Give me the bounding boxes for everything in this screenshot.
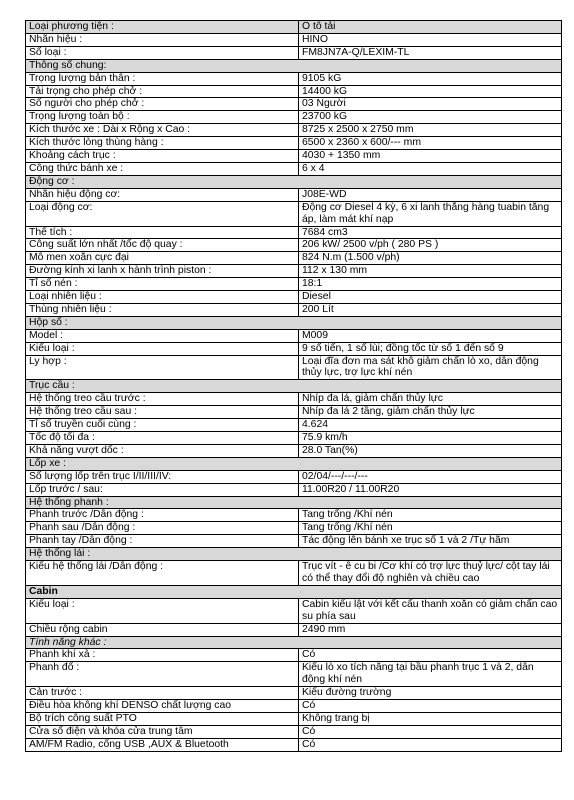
spec-label: Cản trước : [26,687,299,700]
spec-label: Công suất lớn nhất /tốc độ quay : [26,239,299,252]
spec-row [26,355,562,380]
spec-label: Trọng lượng bản thân : [26,72,299,85]
section-title: Động cơ : [26,175,562,188]
spec-label: Khoảng cách trục : [26,150,299,163]
spec-label: Loại nhiên liệu : [26,291,299,304]
spec-row [26,33,562,46]
spec-label: Tốc độ tối đa : [26,432,299,445]
spec-label: Bộ trích công suất PTO [26,712,299,725]
spec-row [26,393,562,406]
section-header [26,585,562,598]
spec-value: 6500 x 2360 x 600/--- mm [299,137,562,150]
spec-value: 206 kW/ 2500 v/ph ( 280 PS ) [299,239,562,252]
spec-value: Nhíp đa lá 2 tầng, giảm chấn thủy lực [299,406,562,419]
spec-row [26,252,562,265]
spec-label: Kiểu hệ thống lái /Dẫn động : [26,561,299,586]
spec-value: 824 N.m (1.500 v/ph) [299,252,562,265]
spec-label: Khả năng vượt dốc : [26,444,299,457]
spec-value: 7684 cm3 [299,226,562,239]
spec-label: Loại phương tiện : [26,21,299,34]
spec-label: Nhãn hiệu : [26,33,299,46]
section-title: Lốp xe : [26,457,562,470]
spec-row [26,483,562,496]
section-header [26,548,562,561]
spec-row [26,85,562,98]
section-title: Hộp số : [26,316,562,329]
spec-value: Có [299,738,562,751]
spec-value: Ô tô tải [299,21,562,34]
spec-value: Động cơ Diesel 4 kỳ, 6 xi lanh thẳng hàng tuabin tăng áp, làm mát khí nạp [299,201,562,226]
spec-value: 2490 mm [299,623,562,636]
spec-value: Tác động lên bánh xe trục số 1 và 2 /Tự hãm [299,535,562,548]
spec-row [26,239,562,252]
spec-value: Tang trống /Khí nén [299,522,562,535]
section-header [26,457,562,470]
spec-row [26,535,562,548]
spec-label: Số người cho phép chở : [26,98,299,111]
spec-value: Tang trống /Khí nén [299,509,562,522]
spec-row [26,124,562,137]
spec-label: Phanh đổ : [26,662,299,687]
spec-row [26,150,562,163]
spec-row [26,111,562,124]
spec-table-body [26,21,562,752]
spec-label: Mô men xoắn cực đại [26,252,299,265]
spec-label: Số loại : [26,46,299,59]
spec-label: Cửa số điện và khóa cửa trung tâm [26,725,299,738]
spec-row [26,662,562,687]
spec-row [26,162,562,175]
spec-row [26,329,562,342]
spec-label: Tỉ số truyền cuối cùng : [26,419,299,432]
spec-row [26,303,562,316]
spec-value: 8725 x 2500 x 2750 mm [299,124,562,137]
spec-label: Kích thước xe : Dài x Rộng x Cao : [26,124,299,137]
spec-row [26,649,562,662]
section-header [26,380,562,393]
spec-label: Kích thước lòng thùng hàng : [26,137,299,150]
spec-row [26,226,562,239]
spec-row [26,700,562,713]
spec-value: Có [299,725,562,738]
section-title: Trục cầu : [26,380,562,393]
spec-row [26,419,562,432]
spec-row [26,687,562,700]
spec-value: Loại đĩa đơn ma sát khô giảm chấn lò xo, dẫn động thủy lực, trợ lực khí nén [299,355,562,380]
spec-label: Hệ thống treo cầu trước : [26,393,299,406]
spec-label: Trọng lượng toàn bộ : [26,111,299,124]
spec-row [26,725,562,738]
spec-row [26,278,562,291]
spec-row [26,623,562,636]
section-header [26,175,562,188]
spec-label: Số lượng lốp trên trục I/II/III/IV: [26,470,299,483]
section-title: Hệ thống phanh : [26,496,562,509]
spec-row [26,342,562,355]
spec-label: Phanh khí xả : [26,649,299,662]
section-header [26,496,562,509]
section-header [26,316,562,329]
spec-label: Tải trọng cho phép chở : [26,85,299,98]
section-title: Hệ thống lái : [26,548,562,561]
spec-value: 75.9 km/h [299,432,562,445]
spec-label: Hệ thống treo cầu sau : [26,406,299,419]
spec-value: Nhíp đa lá, giảm chấn thủy lực [299,393,562,406]
spec-row [26,46,562,59]
spec-label: Thùng nhiên liệu : [26,303,299,316]
spec-value: 23700 kG [299,111,562,124]
spec-row [26,509,562,522]
section-header [26,59,562,72]
spec-value: Cabin kiểu lật với kết cấu thanh xoắn có giảm chấn cao su phía sau [299,598,562,623]
spec-value: HINO [299,33,562,46]
spec-value: 9 số tiến, 1 số lùi; đồng tốc từ số 1 đến số 9 [299,342,562,355]
spec-value: Diesel [299,291,562,304]
spec-label: Chiều rộng cabin [26,623,299,636]
spec-value: 02/04/---/---/--- [299,470,562,483]
spec-value: 112 x 130 mm [299,265,562,278]
spec-row [26,598,562,623]
spec-value: 4030 + 1350 mm [299,150,562,163]
spec-label: Công thức bánh xe : [26,162,299,175]
spec-value: 18:1 [299,278,562,291]
spec-value: J08E-WD [299,188,562,201]
spec-label: Tỉ số nén : [26,278,299,291]
spec-row [26,137,562,150]
spec-row [26,188,562,201]
spec-row [26,406,562,419]
spec-value: M009 [299,329,562,342]
spec-value: 9105 kG [299,72,562,85]
section-header [26,636,562,649]
spec-row [26,561,562,586]
spec-row [26,470,562,483]
spec-label: Phanh tay /Dẫn động : [26,535,299,548]
spec-row [26,738,562,751]
spec-row [26,291,562,304]
spec-label: Ly hợp : [26,355,299,380]
spec-value: Có [299,649,562,662]
spec-value: 14400 kG [299,85,562,98]
section-title: Tính năng khác : [26,636,562,649]
spec-label: Kiểu loại : [26,598,299,623]
spec-value: Trục vít - ê cu bi /Cơ khí có trợ lực thuỷ lực/ cột tay lái có thể thay đổi độ nghiên và chiều cao [299,561,562,586]
spec-label: Kiểu loại : [26,342,299,355]
spec-label: Phanh sau /Dẫn động : [26,522,299,535]
spec-row [26,265,562,278]
spec-value: 6 x 4 [299,162,562,175]
spec-value: Kiểu đường trường [299,687,562,700]
section-title: Cabin [26,585,562,598]
spec-sheet [25,20,558,752]
spec-label: Model : [26,329,299,342]
spec-value: 11.00R20 / 11.00R20 [299,483,562,496]
spec-value: 4.624 [299,419,562,432]
spec-label: Điều hòa không khí DENSO chất lượng cao [26,700,299,713]
spec-row [26,522,562,535]
spec-value: 03 Người [299,98,562,111]
spec-value: 200 Lít [299,303,562,316]
spec-value: 28.0 Tan(%) [299,444,562,457]
spec-row [26,432,562,445]
spec-value: Có [299,700,562,713]
spec-row [26,72,562,85]
spec-label: Lốp trước / sau: [26,483,299,496]
spec-table [25,20,562,752]
spec-label: Nhãn hiệu động cơ: [26,188,299,201]
spec-label: Loại động cơ: [26,201,299,226]
spec-row [26,98,562,111]
spec-row [26,201,562,226]
spec-label: Đường kính xi lanh x hành trình piston : [26,265,299,278]
spec-label: Phanh trước /Dẫn động : [26,509,299,522]
vehicle-type-row [26,21,562,34]
spec-label: AM/FM Radio, cổng USB ,AUX & Bluetooth [26,738,299,751]
spec-value: Kiểu lò xo tích năng tại bầu phanh trục 1 và 2, dẫn động khí nén [299,662,562,687]
spec-value: FM8JN7A-Q/LEXIM-TL [299,46,562,59]
spec-label: Thể tích : [26,226,299,239]
spec-row [26,712,562,725]
section-title: Thông số chung: [26,59,562,72]
spec-row [26,444,562,457]
spec-value: Không trang bị [299,712,562,725]
